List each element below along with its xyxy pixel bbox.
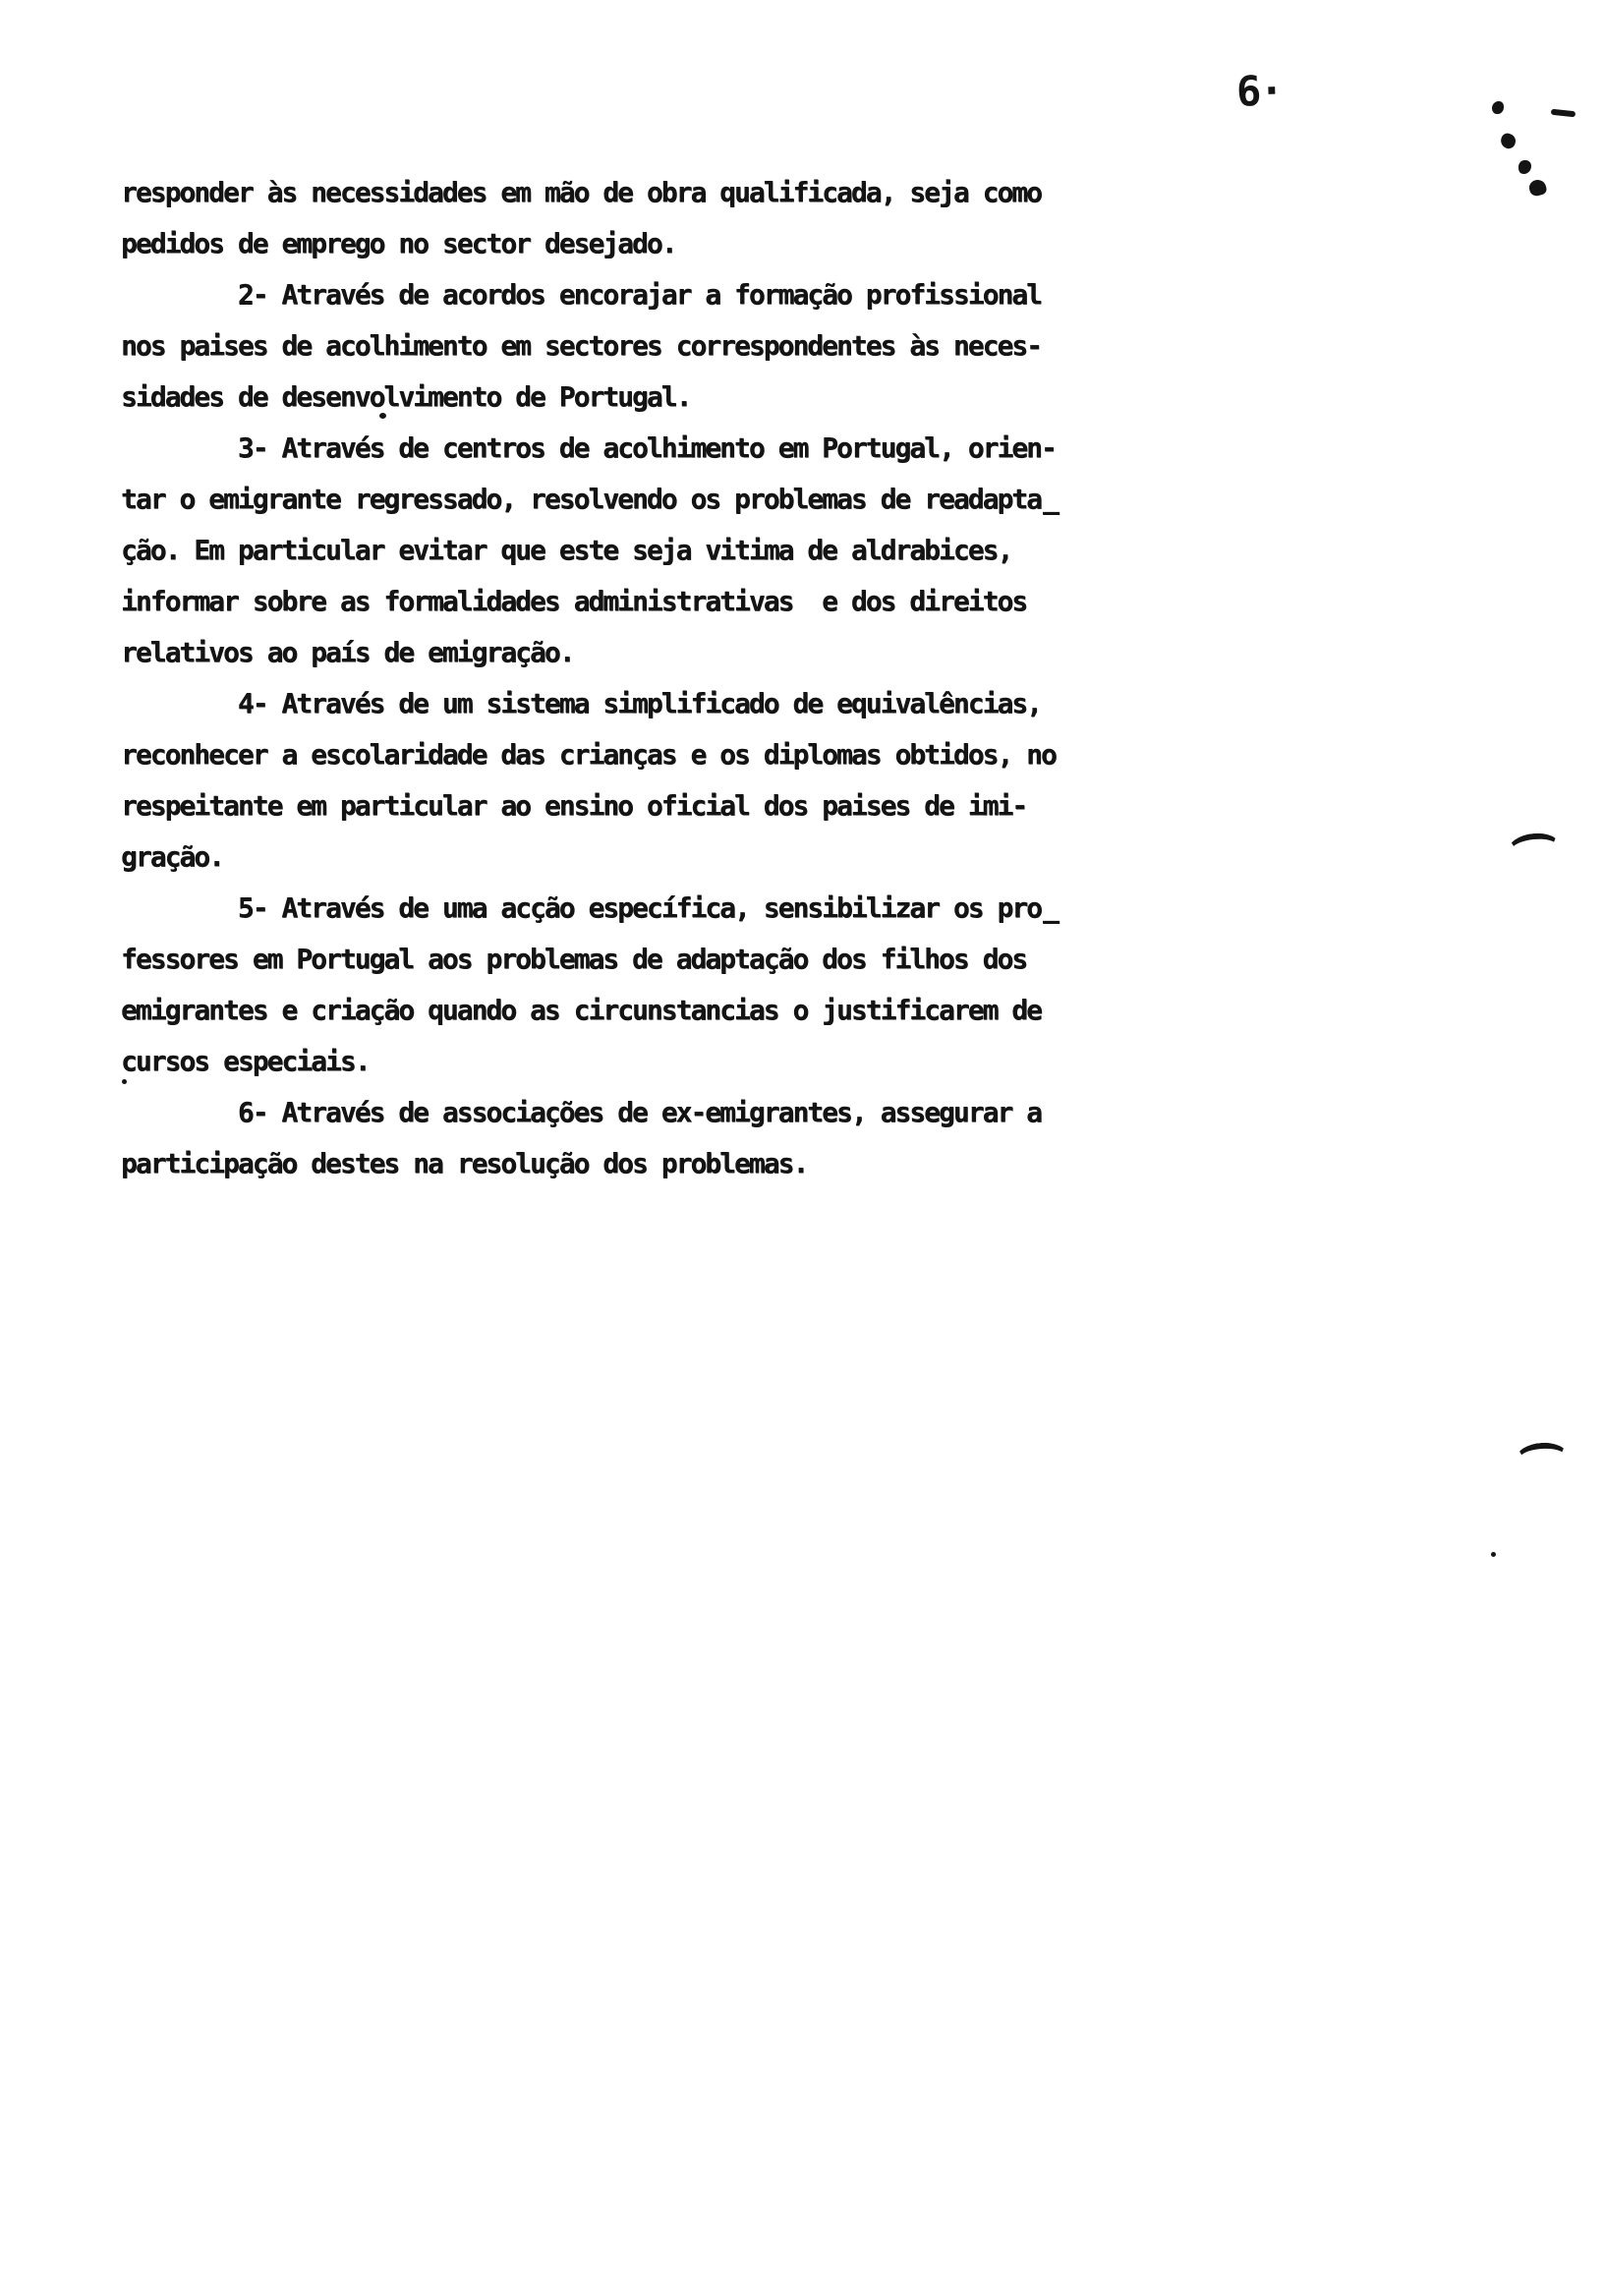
typewritten-text-block [121,167,1202,1189]
text-line: fessores em Portugal aos problemas de adaptação dos filhos dos [121,943,1027,975]
text-line: ção. Em particular evitar que este seja vitima de aldrabices, [121,534,1012,566]
ink-speck-mark [1518,160,1531,174]
paragraph [121,167,1202,269]
pen-arc-mark [1516,1441,1569,1473]
page-number: 6· [1235,66,1284,116]
text-line: nos paises de acolhimento em sectores correspondentes às neces- [121,329,1042,362]
ink-speck-mark [1492,101,1504,114]
ink-dash-mark [1551,109,1575,118]
text-line: emigrantes e criação quando as circunstancias o justificarem de [121,994,1042,1026]
text-line: reconhecer a escolaridade das crianças e os diplomas obtidos, no [121,738,1056,771]
pen-arc-mark [1508,831,1562,864]
paragraph [121,423,1202,678]
text-line: 4- Através de um sistema simplificado de equivalências, [121,687,1042,719]
text-line: participação destes na resolução dos problemas. [121,1147,808,1179]
paragraph [121,678,1202,883]
paragraph [121,1087,1202,1189]
ink-speck-mark [1527,178,1548,198]
text-line: gração. [121,840,224,873]
paragraph [121,883,1202,1087]
text-line: informar sobre as formalidades administrativas e dos direitos [121,585,1027,617]
text-line: cursos especiais. [121,1045,370,1077]
text-line: responder às necessidades em mão de obra qualificada, seja como [121,176,1042,208]
ink-speck-mark [1491,1552,1496,1557]
text-line: sidades de desenvolvimento de Portugal. [121,380,691,413]
paragraph [121,269,1202,423]
text-line: 6- Através de associações de ex-emigrantes, assegurar a [121,1096,1042,1128]
text-line: 2- Através de acordos encorajar a formação profissional [121,278,1042,311]
text-line: 3- Através de centros de acolhimento em Portugal, orien- [121,431,1056,464]
text-line: tar o emigrante regressado, resolvendo os problemas de readapta̲ [121,483,1058,515]
text-line: relativos ao país de emigração. [121,636,574,668]
text-line: pedidos de emprego no sector desejado. [121,227,676,259]
ink-speck-mark [1499,132,1518,150]
text-line: 5- Através de uma acção específica, sensibilizar os pro̲ [121,891,1058,924]
text-line: respeitante em particular ao ensino oficial dos paises de imi- [121,789,1027,822]
